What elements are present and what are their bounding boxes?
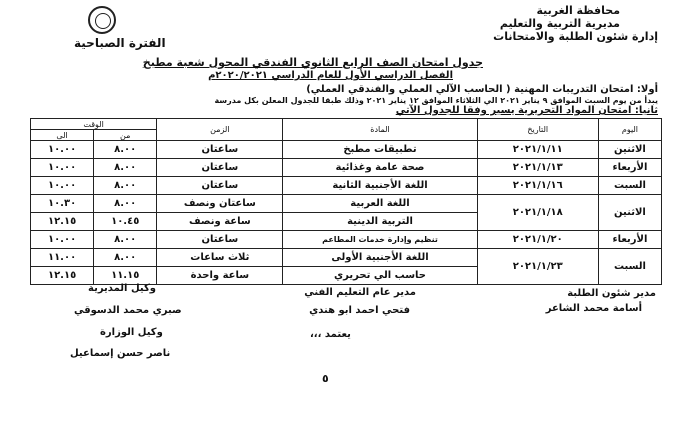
cell-subject: اللغة الأجنبية الأولى — [283, 249, 477, 267]
section1-heading: أولا: امتحان التدريبات المهنية ( الحاسب الآلي العملي والفندقي العملي) — [306, 84, 658, 95]
header-date: التاريخ — [477, 119, 598, 141]
cell-duration: ثلاث ساعات — [157, 249, 283, 267]
cell-date: ٢٠٢١/١/٢٠ — [477, 231, 598, 249]
signature-role-students-affairs: مدير شئون الطلبة — [567, 288, 656, 299]
cell-subject: حاسب الي تحريري — [283, 267, 477, 285]
cell-from: ٨.٠٠ — [94, 141, 157, 159]
signature-role-directorate-deputy: وكيل المديرية — [88, 283, 156, 294]
cell-subject: اللغة العربية — [283, 195, 477, 213]
cell-day: الأربعاء — [598, 231, 661, 249]
signature-role-technical-education: مدير عام التعليم الفني — [304, 287, 416, 298]
cell-day: الاثنين — [598, 141, 661, 159]
cell-day: الأربعاء — [598, 159, 661, 177]
directorate-label: مديرية التربية والتعليم — [499, 17, 620, 30]
header-to: الى — [31, 130, 94, 141]
table-row — [31, 249, 662, 267]
cell-to: ١٠.٠٠ — [31, 177, 94, 195]
signature-name-technical-education: فتحي احمد ابو هندي — [309, 305, 410, 316]
cell-duration: ساعتان — [157, 159, 283, 177]
signature-name-ministry-deputy: ناصر حسن إسماعيل — [70, 348, 171, 359]
cell-from: ١٠.٤٥ — [94, 213, 157, 231]
cell-to: ١٠.٠٠ — [31, 159, 94, 177]
header-subject: المادة — [283, 119, 477, 141]
cell-day: الاثنين — [598, 195, 661, 231]
cell-from: ٨.٠٠ — [94, 249, 157, 267]
cell-day: السبت — [598, 249, 661, 285]
signature-role-ministry-deputy: وكيل الوزارة — [100, 327, 163, 338]
cell-from: ٨.٠٠ — [94, 159, 157, 177]
cell-date: ٢٠٢١/١/١٨ — [477, 195, 598, 231]
cell-from: ١١.١٥ — [94, 267, 157, 285]
governorate-label: محافظة الغربية — [536, 4, 620, 17]
cell-to: ١١.٠٠ — [31, 249, 94, 267]
schedule-title: جدول امتحان الصف الرابع الثانوي الفندقي المحول شعبة مطبخ — [142, 56, 483, 69]
exam-schedule-table — [30, 118, 662, 285]
cell-to: ١٠.٠٠ — [31, 231, 94, 249]
cell-to: ١٠.٣٠ — [31, 195, 94, 213]
signature-name-students-affairs: أسامة محمد الشاعر — [545, 303, 642, 314]
cell-from: ٨.٠٠ — [94, 231, 157, 249]
header-day: اليوم — [598, 119, 661, 141]
cell-duration: ساعتان — [157, 231, 283, 249]
cell-to: ١٢.١٥ — [31, 267, 94, 285]
cell-from: ٨.٠٠ — [94, 177, 157, 195]
signature-name-directorate-deputy: صبري محمد الدسوقي — [74, 305, 182, 316]
table-header-row — [31, 119, 662, 130]
administration-label: إدارة شئون الطلبة والامتحانات — [493, 30, 658, 43]
cell-duration: ساعة واحدة — [157, 267, 283, 285]
cell-duration: ساعتان — [157, 141, 283, 159]
cell-from: ٨.٠٠ — [94, 195, 157, 213]
page-number: ٥ — [322, 372, 329, 385]
approval-label: يعتمد ،،، — [310, 329, 351, 340]
table-row — [31, 141, 662, 159]
header-from: من — [94, 130, 157, 141]
semester-title: الفصل الدراسي الأول للعام الدراسي ٢٠٢٠/٢٠٢١م — [208, 70, 453, 81]
table-row — [31, 177, 662, 195]
section1-note: يبدأ من يوم السبت الموافق ٩ يناير ٢٠٢١ الي الثلاثاء الموافق ١٢ يناير ٢٠٢١ وذلك طبقا للجدول المعلن بكل مدرسة — [214, 96, 658, 105]
cell-subject: تنظيم وإدارة خدمات المطاعم — [283, 231, 477, 249]
header-time: الوقت — [31, 119, 157, 130]
cell-day: السبت — [598, 177, 661, 195]
table-row — [31, 195, 662, 213]
cell-to: ١٠.٠٠ — [31, 141, 94, 159]
table-row — [31, 159, 662, 177]
header-duration: الزمن — [157, 119, 283, 141]
cell-date: ٢٠٢١/١/١٣ — [477, 159, 598, 177]
cell-date: ٢٠٢١/١/١٦ — [477, 177, 598, 195]
table-row — [31, 231, 662, 249]
section2-heading: ثانيا: امتحان المواد التحريرية يسير وفقا للجدول الآتي — [395, 105, 658, 116]
cell-date: ٢٠٢١/١/٢٣ — [477, 249, 598, 285]
ministry-logo-icon — [88, 6, 116, 34]
cell-subject: اللغة الأجنبية الثانية — [283, 177, 477, 195]
cell-subject: تطبيقات مطبخ — [283, 141, 477, 159]
cell-duration: ساعتان — [157, 177, 283, 195]
cell-duration: ساعة ونصف — [157, 213, 283, 231]
cell-duration: ساعتان ونصف — [157, 195, 283, 213]
cell-to: ١٢.١٥ — [31, 213, 94, 231]
cell-subject: التربية الدينية — [283, 213, 477, 231]
cell-subject: صحة عامة وغذائية — [283, 159, 477, 177]
cell-date: ٢٠٢١/١/١١ — [477, 141, 598, 159]
period-label: الفترة الصباحية — [74, 36, 166, 50]
